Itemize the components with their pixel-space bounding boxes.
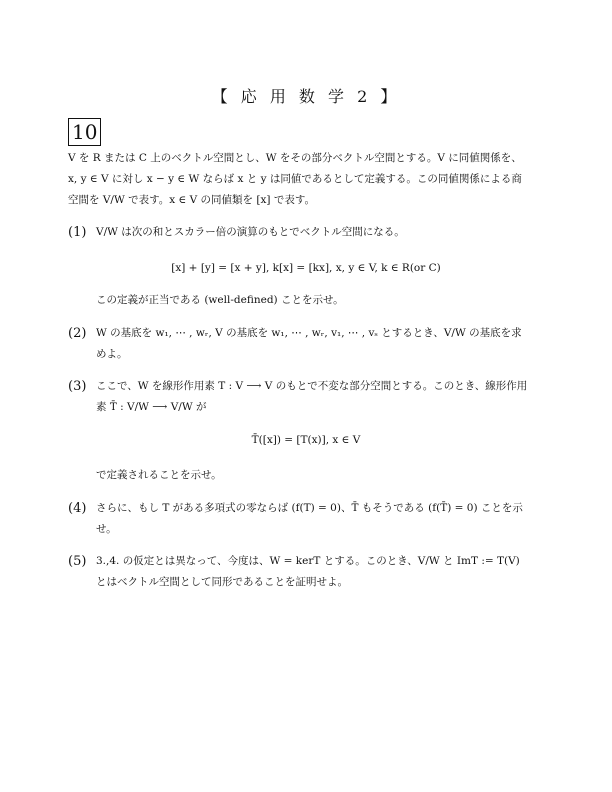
intro-paragraph: V を R または C 上のベクトル空間とし、W をその部分ベクトル空間とする。V に同値関係を、x, y ∈ V に対し x − y ∈ W ならば x と y は同値であるとして定義する。この同値関係による商空間を V/W で表す。x ∈ V の同値類を [x] で表す。 [68,152,522,206]
item-5-label: (5) [68,554,87,569]
item-3 [68,376,530,418]
item-1 [68,222,530,243]
item-3-formula: T̄([x]) = [T(x)], x ∈ V [251,434,361,446]
item-5-text: 3.,4. の仮定とは異なって、今度は、W = kerT とする。このとき、V/W と ImT := T(V) とはベクトル空間として同形であることを証明せよ。 [96,555,520,588]
item-3-text: ここで、W を線形作用素 T : V ⟶ V のもとで不変な部分空間とする。このとき、線形作用素 T̄ : V/W ⟶ V/W が [96,380,528,413]
item-1-formula: [x] + [y] = [x + y], k[x] = [kx], x, y ∈ V, k ∈ R(or C) [171,262,441,274]
item-3-after: で定義されることを示せ。 [96,469,222,481]
item-2 [68,323,530,365]
page-title: 【 応 用 数 学 2 】 [211,87,401,106]
item-1-label: (1) [68,225,87,240]
item-5 [68,551,530,593]
item-1-text: V/W は次の和とスカラー倍の演算のもとでベクトル空間になる。 [96,226,405,238]
item-2-label: (2) [68,326,87,341]
item-4-text: さらに、もし T がある多項式の零ならば (f(T) = 0)、T̄ もそうである (f(T̄) = 0) ことを示せ。 [96,502,523,535]
item-4 [68,498,530,540]
item-2-text: W の基底を w₁, ⋯ , wᵣ, V の基底を w₁, ⋯ , wᵣ, v₁, ⋯ , vₛ とするとき、V/W の基底を求めよ。 [96,327,522,360]
problem-number-box: 10 [68,118,101,146]
item-1-after: この定義が正当である (well-defined) ことを示せ。 [96,294,344,306]
item-3-label: (3) [68,379,87,394]
item-4-label: (4) [68,501,87,516]
